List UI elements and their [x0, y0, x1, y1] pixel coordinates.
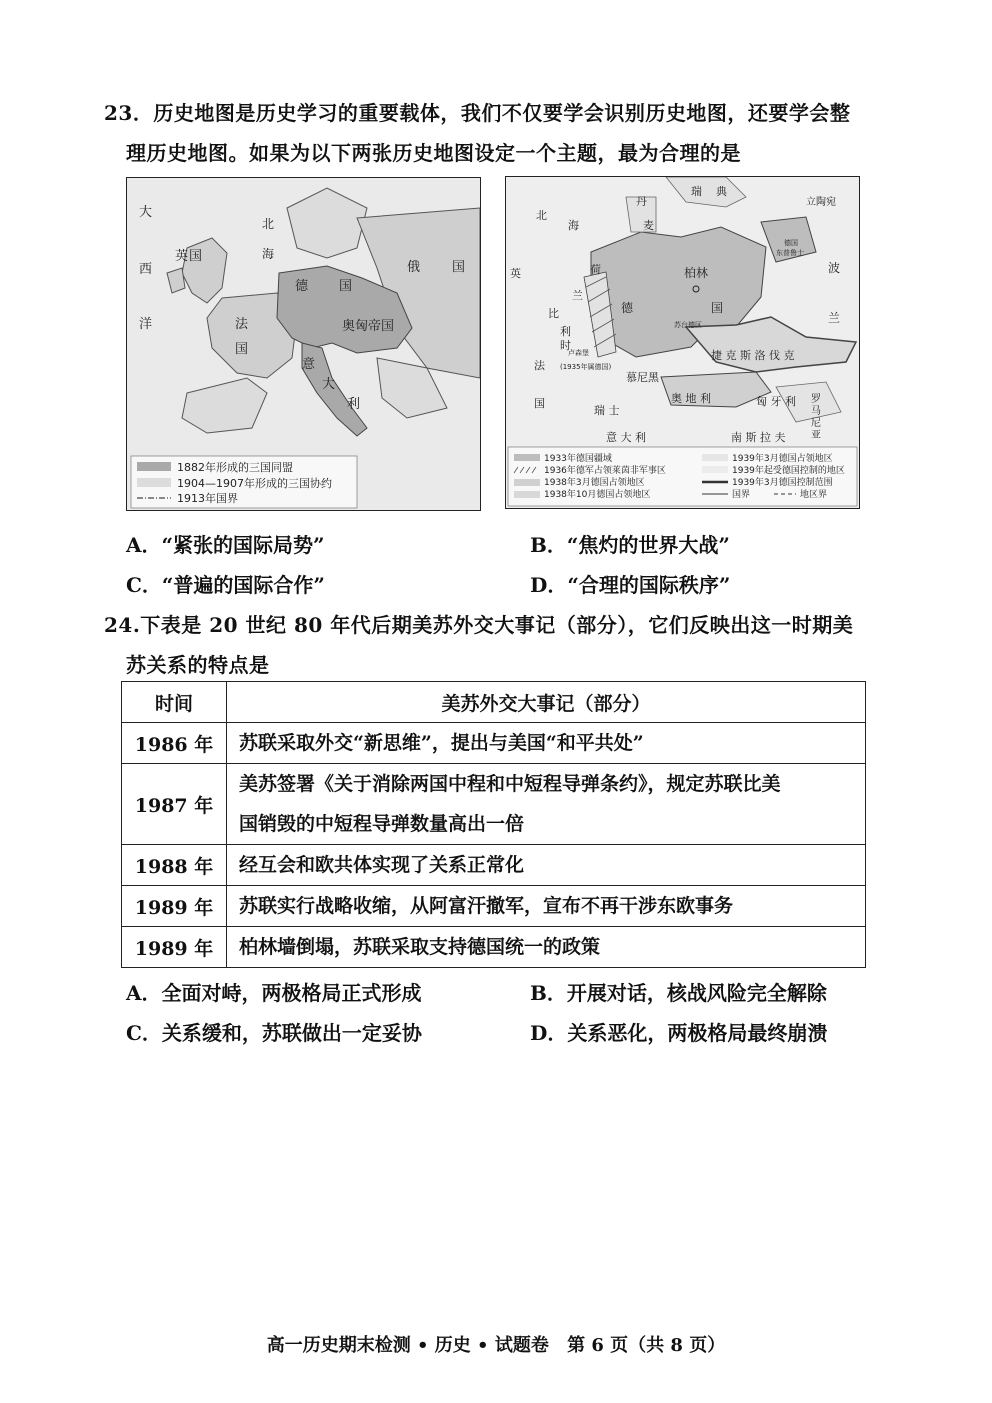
svg-text:北: 北: [536, 209, 547, 222]
map-1900-alliances: [126, 177, 481, 511]
map1-label-yi: 意: [302, 357, 316, 372]
map1-legend-item-2: 1904—1907年形成的三国协约: [177, 477, 332, 490]
page-footer: [0, 1331, 992, 1357]
footer-page-number: 第 6 页（共 8 页）: [567, 1335, 726, 1356]
map1-label-xi: 西: [139, 262, 153, 277]
q24-number: 24.: [104, 613, 141, 637]
svg-text:奥 地 利: 奥 地 利: [671, 392, 711, 405]
q23-option-b[interactable]: B．“焦灼的世界大战”: [530, 533, 730, 557]
svg-text:比: 比: [548, 307, 559, 320]
table-row: 1986 年 苏联采取外交“新思维”，提出与美国“和平共处”: [122, 723, 866, 764]
map1-label-fa-guo: 国: [235, 342, 249, 357]
svg-text:卢森堡: 卢森堡: [568, 349, 589, 357]
map1-label-e-guo: 国: [452, 260, 466, 275]
table-row: 1989 年 柏林墙倒塌，苏联采取支持德国统一的政策: [122, 927, 866, 968]
svg-text:荷: 荷: [590, 263, 601, 276]
table-row: 1987 年 美苏签署《关于消除两国中程和中短程导弹条约》，规定苏联比美 国销毁的中短程导弹数量高出一倍: [122, 764, 866, 845]
q24-stem-line1: 24.下表是 20 世纪 80 年代后期美苏外交大事记（部分），它们反映出这一时期美: [104, 613, 854, 637]
svg-text:1939年3月德国控制范围: 1939年3月德国控制范围: [732, 478, 833, 488]
q24-option-d[interactable]: D．关系恶化，两极格局最终崩溃: [530, 1021, 828, 1045]
map1-label-ying: 英: [175, 249, 189, 264]
svg-text:英: 英: [510, 267, 521, 280]
svg-text:马: 马: [811, 406, 821, 417]
svg-text:罗: 罗: [811, 394, 821, 405]
svg-text:柏林: 柏林: [684, 266, 709, 280]
svg-text:东普鲁士: 东普鲁士: [776, 249, 804, 257]
map1-label-e: 俄: [407, 260, 421, 275]
q24-stem-line2: 苏关系的特点是: [126, 653, 270, 677]
q23-stem-line1: 23．历史地图是历史学习的重要载体，我们不仅要学会识别历史地图，还要学会整: [104, 101, 851, 125]
svg-text:德: 德: [621, 301, 634, 315]
table-row: 1988 年 经互会和欧共体实现了关系正常化: [122, 845, 866, 886]
map-german-expansion: [505, 176, 860, 509]
svg-text:时: 时: [560, 339, 571, 352]
svg-text:立陶宛: 立陶宛: [806, 197, 836, 208]
svg-text:瑞: 瑞: [691, 185, 702, 198]
map1-label-de: 德: [295, 279, 309, 294]
svg-text:捷 克 斯 洛 伐 克: 捷 克 斯 洛 伐 克: [711, 349, 795, 362]
map1-label-hai: 海: [262, 247, 275, 261]
svg-text:意 大 利: 意 大 利: [606, 431, 646, 444]
q24-option-b[interactable]: B．开展对话，核战风险完全解除: [530, 981, 827, 1005]
map1-label-da: 大: [139, 205, 153, 220]
q23-option-a[interactable]: A．“紧张的国际局势”: [126, 533, 325, 557]
footer-title: 高一历史期末检测 • 历史 • 试题卷: [266, 1335, 549, 1356]
svg-text:波: 波: [828, 261, 841, 275]
map1-label-yang: 洋: [139, 317, 153, 332]
svg-text:(1935年属德国): (1935年属德国): [560, 363, 612, 371]
map1-legend-item-3: 1913年国界: [177, 492, 238, 505]
q23-option-c[interactable]: C．“普遍的国际合作”: [126, 573, 325, 597]
header-time: 时间: [122, 682, 227, 723]
q23-stem-line2: 理历史地图。如果为以下两张历史地图设定一个主题，最为合理的是: [126, 141, 741, 165]
map1-label-de-guo: 国: [339, 279, 353, 294]
svg-text:兰: 兰: [828, 311, 841, 325]
svg-text:国: 国: [534, 397, 545, 410]
q24-option-a[interactable]: A．全面对峙，两极格局正式形成: [126, 981, 422, 1005]
map1-label-yi-da: 大: [322, 377, 336, 392]
map1-label-ying-guo: 国: [189, 249, 203, 264]
table-row: 1989 年 苏联实行战略收缩，从阿富汗撤军，宣布不再干涉东欧事务: [122, 886, 866, 927]
map1-legend-swatch-entente: [137, 478, 171, 487]
events-table: [121, 681, 866, 968]
svg-text:1938年3月德国占领地区: 1938年3月德国占领地区: [544, 478, 645, 488]
svg-text:苏台德区: 苏台德区: [674, 321, 702, 329]
svg-text:丹: 丹: [636, 195, 647, 208]
table-header-row: [122, 682, 866, 723]
map1-legend-swatch-alliance: [137, 462, 171, 471]
svg-text:1938年10月德国占领地区: 1938年10月德国占领地区: [544, 490, 651, 500]
svg-text:匈 牙 利: 匈 牙 利: [756, 395, 796, 408]
svg-text:瑞 士: 瑞 士: [594, 404, 620, 417]
svg-text:兰: 兰: [572, 289, 583, 302]
svg-text:慕尼黑: 慕尼黑: [626, 371, 659, 384]
map1-label-yi-li: 利: [347, 397, 361, 412]
svg-text:典: 典: [716, 185, 727, 198]
svg-text:南 斯 拉 夫: 南 斯 拉 夫: [731, 431, 786, 444]
map1-label-bei: 北: [262, 217, 275, 231]
svg-text:尼: 尼: [811, 418, 821, 429]
q23-number: 23．: [104, 101, 154, 125]
svg-text:1939年3月德国占领地区: 1939年3月德国占领地区: [732, 454, 833, 464]
svg-text:麦: 麦: [643, 219, 654, 232]
svg-text:海: 海: [568, 219, 579, 232]
map1-label-austria: 奥匈帝国: [342, 319, 395, 334]
svg-text:地区界: 地区界: [800, 490, 828, 500]
svg-text:1936年德军占领莱茵非军事区: 1936年德军占领莱茵非军事区: [544, 466, 666, 476]
svg-text:亚: 亚: [811, 430, 821, 441]
map1-legend-item-1: 1882年形成的三国同盟: [177, 461, 293, 474]
q24-option-c[interactable]: C．关系缓和，苏联做出一定妥协: [126, 1021, 422, 1045]
svg-text:国: 国: [711, 301, 724, 315]
svg-text:德国: 德国: [784, 239, 798, 247]
map1-label-fa: 法: [235, 317, 249, 332]
header-events: 美苏外交大事记（部分）: [227, 682, 866, 723]
q23-option-d[interactable]: D．“合理的国际秩序”: [530, 573, 731, 597]
svg-text:利: 利: [560, 325, 571, 338]
svg-text:国界: 国界: [732, 490, 751, 500]
svg-text:法: 法: [534, 359, 545, 372]
svg-text:1933年德国疆域: 1933年德国疆域: [544, 454, 612, 464]
svg-text:1939年起受德国控制的地区: 1939年起受德国控制的地区: [732, 466, 845, 476]
